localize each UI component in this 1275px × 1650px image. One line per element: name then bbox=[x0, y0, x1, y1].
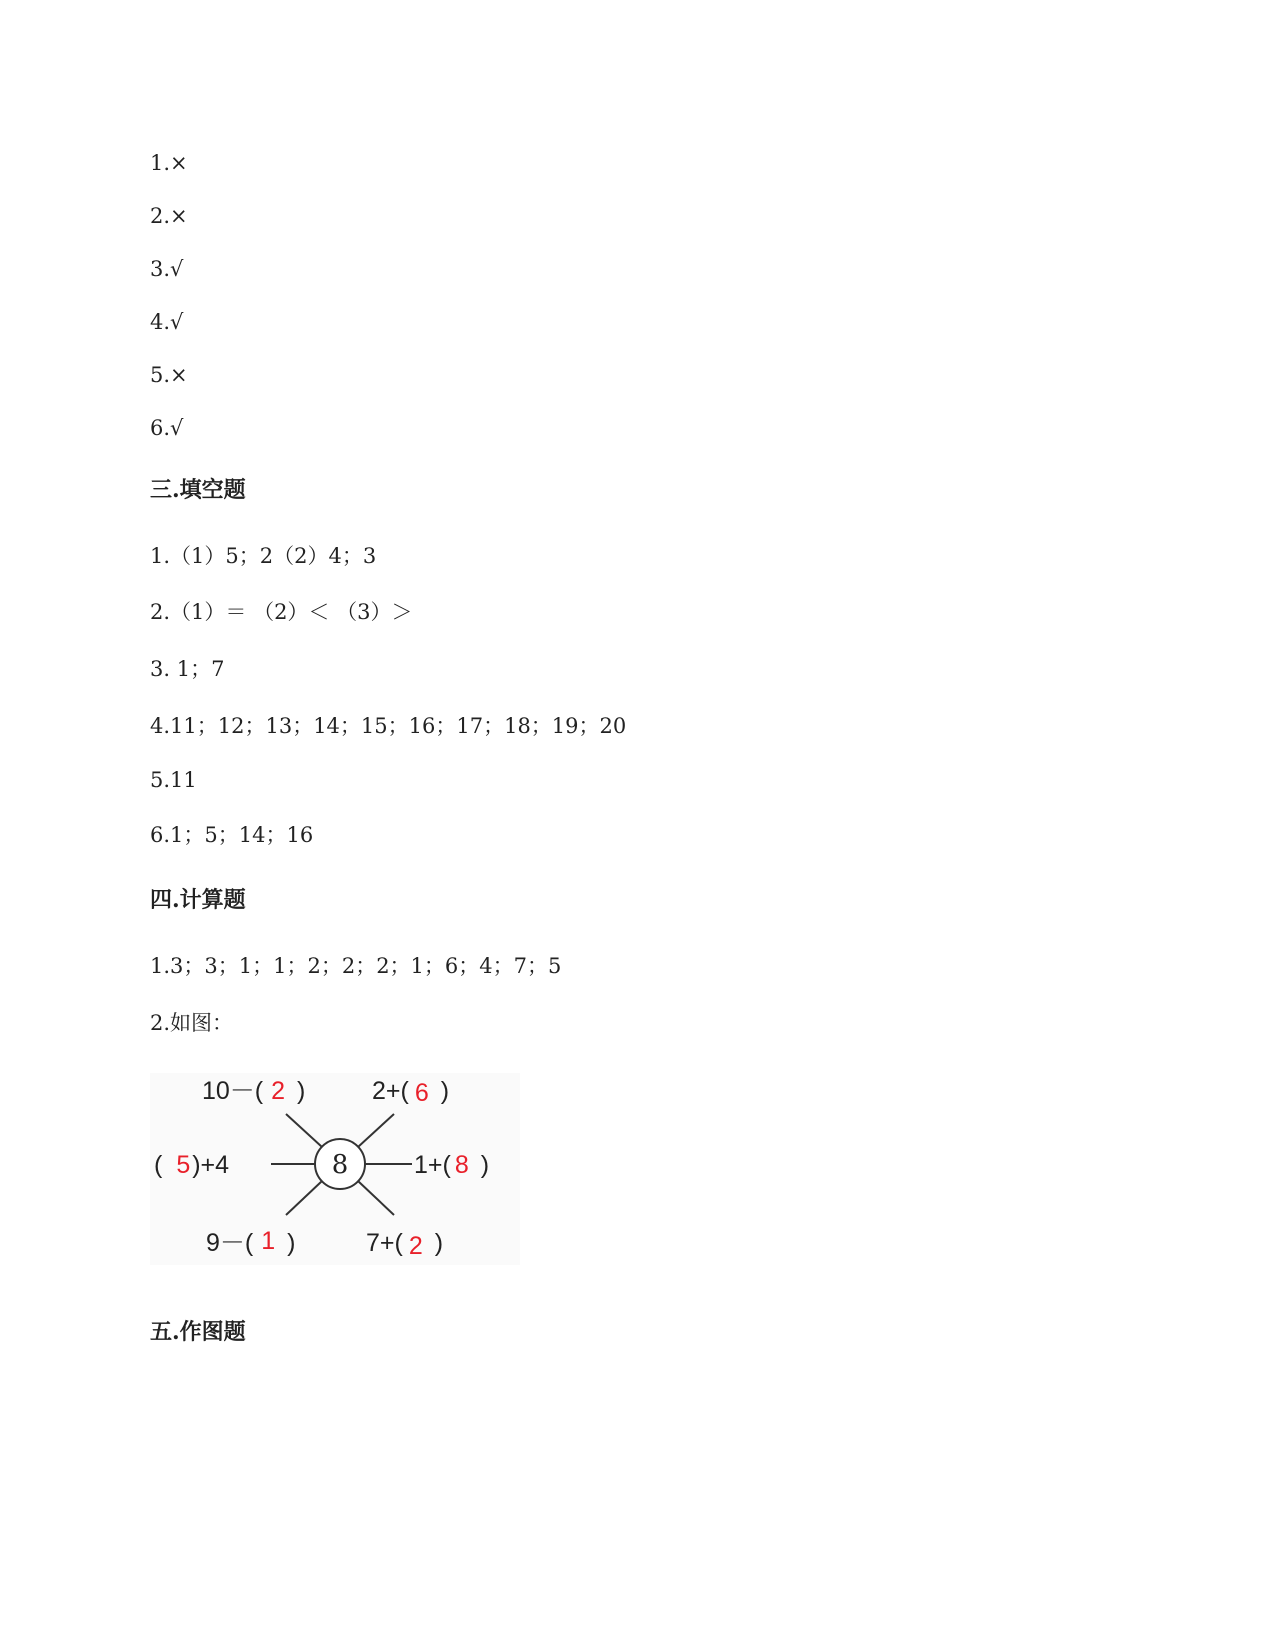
expr-right-suffix: ) bbox=[480, 1151, 490, 1179]
center-number: 8 bbox=[331, 1150, 349, 1180]
connector-bottom-right bbox=[358, 1181, 394, 1215]
expr-bottom-left-prefix: 9－( bbox=[206, 1229, 254, 1257]
section-heading-drawing: 五.作图题 bbox=[150, 1319, 246, 1345]
expr-right-answer: 8 bbox=[454, 1151, 469, 1179]
fill-blank-answer-4: 4.11；12；13；14；15；16；17；18；19；20 bbox=[150, 714, 627, 738]
expr-top-right bbox=[372, 1077, 449, 1107]
expr-left-prefix: ( bbox=[154, 1151, 163, 1179]
fill-blank-answer-6: 6.1；5；14；16 bbox=[150, 823, 314, 847]
expr-top-right-suffix: ) bbox=[440, 1077, 450, 1105]
section-heading-calculation: 四.计算题 bbox=[150, 887, 246, 913]
expr-bottom-right-suffix: ) bbox=[434, 1229, 444, 1257]
judgment-answer-6: 6.√ bbox=[150, 416, 184, 440]
fill-blank-answer-2: 2.（1）＝ （2）＜ （3）＞ bbox=[150, 600, 413, 624]
expr-top-left-prefix: 10－( bbox=[202, 1077, 264, 1105]
judgment-answer-5: 5.× bbox=[150, 363, 188, 387]
expr-right bbox=[414, 1151, 489, 1179]
section-heading-fill-blank: 三.填空题 bbox=[150, 477, 246, 503]
judgment-answer-3: 3.√ bbox=[150, 257, 184, 281]
fill-blank-answer-3: 3. 1；7 bbox=[150, 657, 225, 681]
connector-bottom-left bbox=[286, 1181, 322, 1215]
fill-blank-answer-1: 1.（1）5；2（2）4；3 bbox=[150, 544, 377, 568]
judgment-answer-2: 2.× bbox=[150, 204, 188, 228]
expr-left-suffix: )+4 bbox=[192, 1151, 230, 1179]
expr-bottom-left-answer: 1 bbox=[261, 1227, 276, 1255]
expr-top-left-answer: 2 bbox=[271, 1077, 286, 1105]
expr-bottom-right-prefix: 7+( bbox=[366, 1229, 403, 1257]
expr-bottom-right bbox=[366, 1229, 443, 1260]
expr-top-right-answer: 6 bbox=[414, 1079, 429, 1107]
expr-left bbox=[154, 1151, 229, 1179]
judgment-answer-1: 1.× bbox=[150, 151, 188, 175]
expr-top-left bbox=[202, 1077, 305, 1105]
connector-top-left bbox=[286, 1114, 322, 1147]
judgment-answer-4: 4.√ bbox=[150, 310, 184, 334]
calculation-answer-2: 2.如图： bbox=[150, 1011, 234, 1035]
fill-blank-answer-5: 5.11 bbox=[150, 768, 197, 792]
expr-bottom-left-suffix: ) bbox=[287, 1229, 296, 1257]
expr-bottom-left bbox=[206, 1227, 295, 1257]
expr-bottom-right-answer: 2 bbox=[408, 1232, 423, 1260]
expr-right-prefix: 1+( bbox=[414, 1151, 451, 1179]
expr-top-left-suffix: ) bbox=[297, 1077, 306, 1105]
expr-top-right-prefix: 2+( bbox=[372, 1077, 409, 1105]
number-web-diagram bbox=[150, 1073, 520, 1265]
expr-left-answer: 5 bbox=[176, 1151, 191, 1179]
connector-top-right bbox=[358, 1114, 394, 1147]
answer-figure bbox=[150, 1073, 520, 1265]
calculation-answer-1: 1.3；3；1；1；2；2；2；1；6；4；7；5 bbox=[150, 954, 562, 978]
